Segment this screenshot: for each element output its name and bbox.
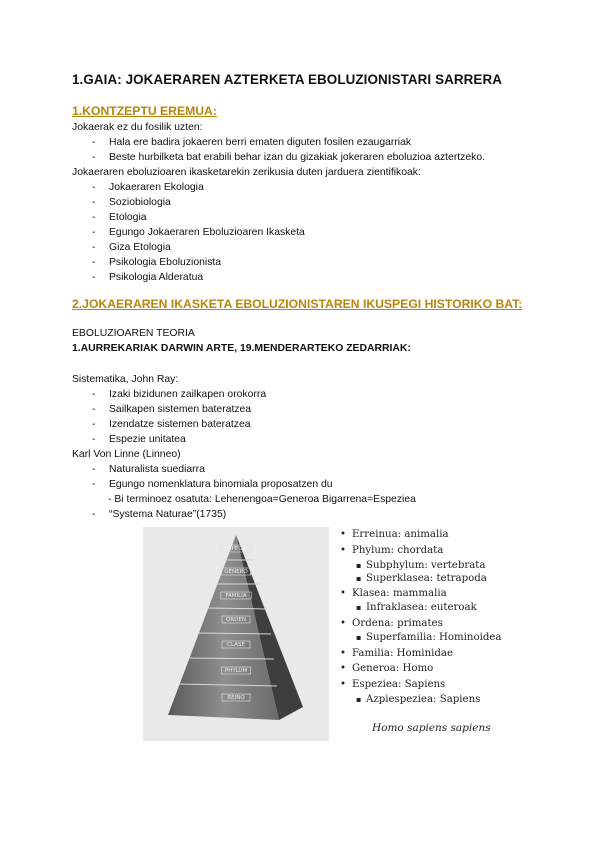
bullet-icon: ▪: [356, 561, 362, 570]
list-item: - “Systema Naturae”(1735): [92, 509, 227, 520]
list-item: - Izendatze sistemen bateratzea: [92, 419, 251, 430]
bullet-icon: ▪: [356, 603, 362, 612]
bullet-icon: •: [340, 679, 347, 690]
pyramid-label: ESPECIE: [224, 546, 248, 552]
bullet-icon: •: [340, 663, 347, 674]
taxonomy-text: Superfamilia: Hominoidea: [366, 632, 502, 643]
taxonomy-item: [356, 602, 477, 613]
taxonomy-text: Ordena: primates: [352, 618, 443, 629]
page-title: 1.GAIA: JOKAERAREN AZTERKETA EBOLUZIONISTARI SARRERA: [72, 72, 502, 87]
taxonomy-text: Espeziea: Sapiens: [352, 679, 446, 690]
taxonomy-pyramid-figure: [143, 527, 329, 741]
pyramid-label: FAMILIA: [225, 593, 247, 599]
bullet-icon: •: [340, 588, 347, 599]
list-item: - Naturalista suediarra: [92, 464, 205, 475]
pyramid-label: REINO: [227, 695, 245, 701]
section2-subtitle: EBOLUZIOAREN TEORIA: [72, 328, 195, 339]
taxonomy-text: Subphylum: vertebrata: [366, 560, 486, 571]
list-item: - Espezie unitatea: [92, 434, 186, 445]
bullet-icon: •: [340, 648, 347, 659]
linne-sub: - Bi terminoez osatuta: Lehenengoa=Generoa Bigarrena=Espeziea: [108, 494, 416, 505]
pyramid-label: PHYLUM: [224, 668, 248, 674]
list-item: - Soziobiologia: [92, 197, 171, 208]
list-item: - Egungo Jokaeraren Eboluzioaren Ikasketa: [92, 227, 305, 238]
bullet-icon: ▪: [356, 633, 362, 642]
ray-intro: Sistematika, John Ray:: [72, 374, 179, 385]
section1-intro: Jokaerak ez du fosilik uzten:: [72, 122, 203, 133]
taxonomy-text: Klasea: mammalia: [352, 588, 447, 599]
taxonomy-text: Phylum: chordata: [352, 545, 444, 556]
pyramid-label: ORDEN: [226, 617, 246, 623]
taxonomy-item: [340, 588, 447, 599]
pyramid-svg: [143, 527, 329, 741]
taxonomy-item: [340, 618, 443, 629]
taxonomy-item: [356, 694, 480, 705]
list-item: - Giza Etologia: [92, 242, 171, 253]
bullet-icon: •: [340, 529, 347, 540]
figure-caption: Homo sapiens sapiens: [372, 722, 491, 734]
taxonomy-text: Infraklasea: euteroak: [366, 602, 477, 613]
taxonomy-item: [340, 529, 449, 540]
list-item: - Etologia: [92, 212, 147, 223]
list-item: - Psikologia Alderatua: [92, 272, 204, 283]
taxonomy-item: [356, 560, 485, 571]
section2-subheading: 1.AURREKARIAK DARWIN ARTE, 19.MENDERARTEKO ZEDARRIAK:: [72, 343, 411, 354]
list-item: - Jokaeraren Ekologia: [92, 182, 204, 193]
taxonomy-item: [340, 545, 443, 556]
taxonomy-item: [340, 679, 445, 690]
taxonomy-item: [340, 663, 433, 674]
bullet-icon: ▪: [356, 574, 362, 583]
taxonomy-text: Erreinua: animalia: [352, 529, 449, 540]
list-item: - Beste hurbilketa bat erabili behar izan du gizakiak jokeraren eboluzioa aztertzeko.: [92, 152, 486, 163]
bullet-icon: •: [340, 545, 347, 556]
taxonomy-text: Familia: Hominidae: [352, 648, 454, 659]
taxonomy-item: [356, 632, 502, 643]
taxonomy-item: [340, 648, 453, 659]
bullet-icon: •: [340, 618, 347, 629]
taxonomy-text: Superklasea: tetrapoda: [366, 573, 487, 584]
taxonomy-text: Azpiespeziea: Sapiens: [366, 694, 481, 705]
list-item: - Psikologia Eboluzionista: [92, 257, 222, 268]
section1-heading: 1.KONTZEPTU EREMUA:: [72, 104, 217, 118]
pyramid-label: GÉNERO: [224, 569, 248, 575]
bullet-icon: ▪: [356, 695, 362, 704]
list-item: - Izaki bizidunen zailkapen orokorra: [92, 389, 267, 400]
pyramid-label: CLASE: [227, 642, 245, 648]
section2-heading: 2.JOKAERAREN IKASKETA EBOLUZIONISTAREN IKUSPEGI HISTORIKO BAT:: [72, 297, 523, 311]
list-item: - Egungo nomenklatura binomiala proposatzen du: [92, 479, 333, 490]
linne-intro: Karl Von Linne (Linneo): [72, 449, 181, 460]
list-item: - Sailkapen sistemen bateratzea: [92, 404, 252, 415]
section1-intro2: Jokaeraren eboluzioaren ikasketarekin zerikusia duten jarduera zientifikoak:: [72, 167, 421, 178]
taxonomy-text: Generoa: Homo: [352, 663, 434, 674]
taxonomy-item: [356, 573, 487, 584]
list-item: - Hala ere badira jokaeren berri ematen diguten fosilen ezaugarriak: [92, 137, 412, 148]
